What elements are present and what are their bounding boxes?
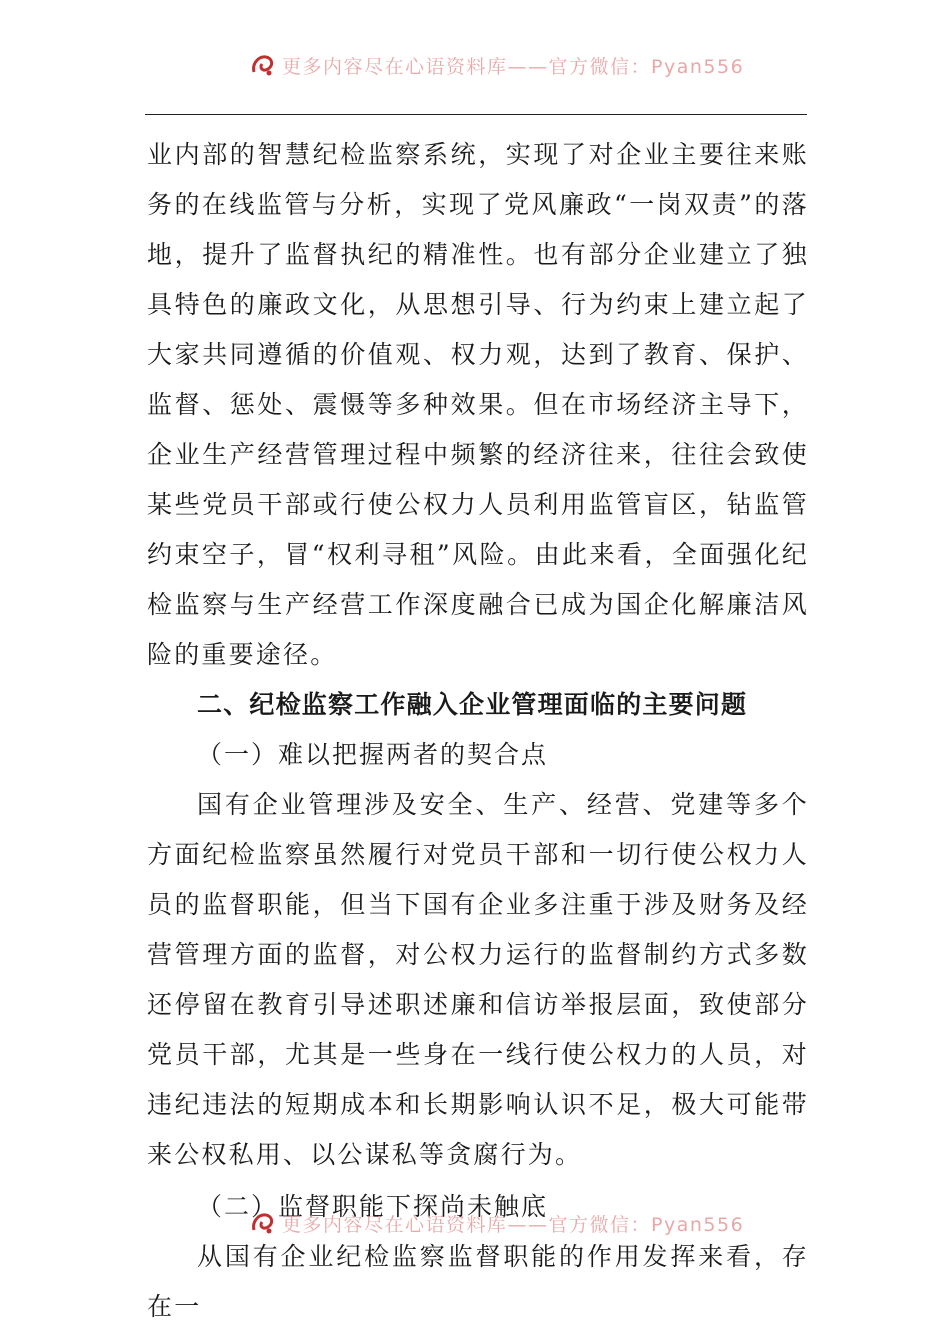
swirl-logo-icon	[250, 1210, 276, 1236]
paragraph-3: 从国有企业纪检监察监督职能的作用发挥来看，存在一	[147, 1242, 809, 1321]
watermark-top	[250, 50, 770, 80]
subheading-1: （一）难以把握两者的契合点	[197, 740, 549, 769]
watermark-text: 更多内容尽在心语资料库——官方微信：Pyan556	[282, 1213, 745, 1236]
section-heading-2: 二、纪检监察工作融入企业管理面临的主要问题	[197, 690, 748, 719]
watermark-text: 更多内容尽在心语资料库——官方微信：Pyan556	[282, 55, 745, 78]
paragraph-1: 业内部的智慧纪检监察系统，实现了对企业主要往来账务的在线监管与分析，实现了党风廉政“一岗双责”的落地，提升了监督执纪的精准性。也有部分企业建立了独具特色的廉政文化，从思想引导、行为约束上建立起了大家共同遵循的价值观、权力观，达到了教育、保护、监督、惩处、震慑等多种效果。但在市场经济主导下，企业生产经营管理过程中频繁的经济往来，往往会致使某些党员干部或行使公权力人员利用监管盲区，钻监管约束空子，冒“权利寻租”风险。由此来看，全面强化纪检监察与生产经营工作深度融合已成为国企化解廉洁风险的重要途径。	[147, 140, 809, 669]
paragraph-2: 国有企业管理涉及安全、生产、经营、党建等多个方面纪检监察虽然履行对党员干部和一切行使公权力人员的监督职能，但当下国有企业多注重于涉及财务及经营管理方面的监督，对公权力运行的监督制约方式多数还停留在教育引导述职述廉和信访举报层面，致使部分党员干部，尤其是一些身在一线行使公权力的人员，对违纪违法的短期成本和长期影响认识不足，极大可能带来公权私用、以公谋私等贪腐行为。	[147, 790, 809, 1169]
swirl-logo-icon	[250, 52, 276, 78]
header-rule	[145, 114, 807, 115]
subheading-2: （二）监督职能下探尚未触底	[197, 1192, 549, 1221]
document-body	[147, 130, 809, 1332]
watermark-bottom	[250, 1208, 770, 1238]
